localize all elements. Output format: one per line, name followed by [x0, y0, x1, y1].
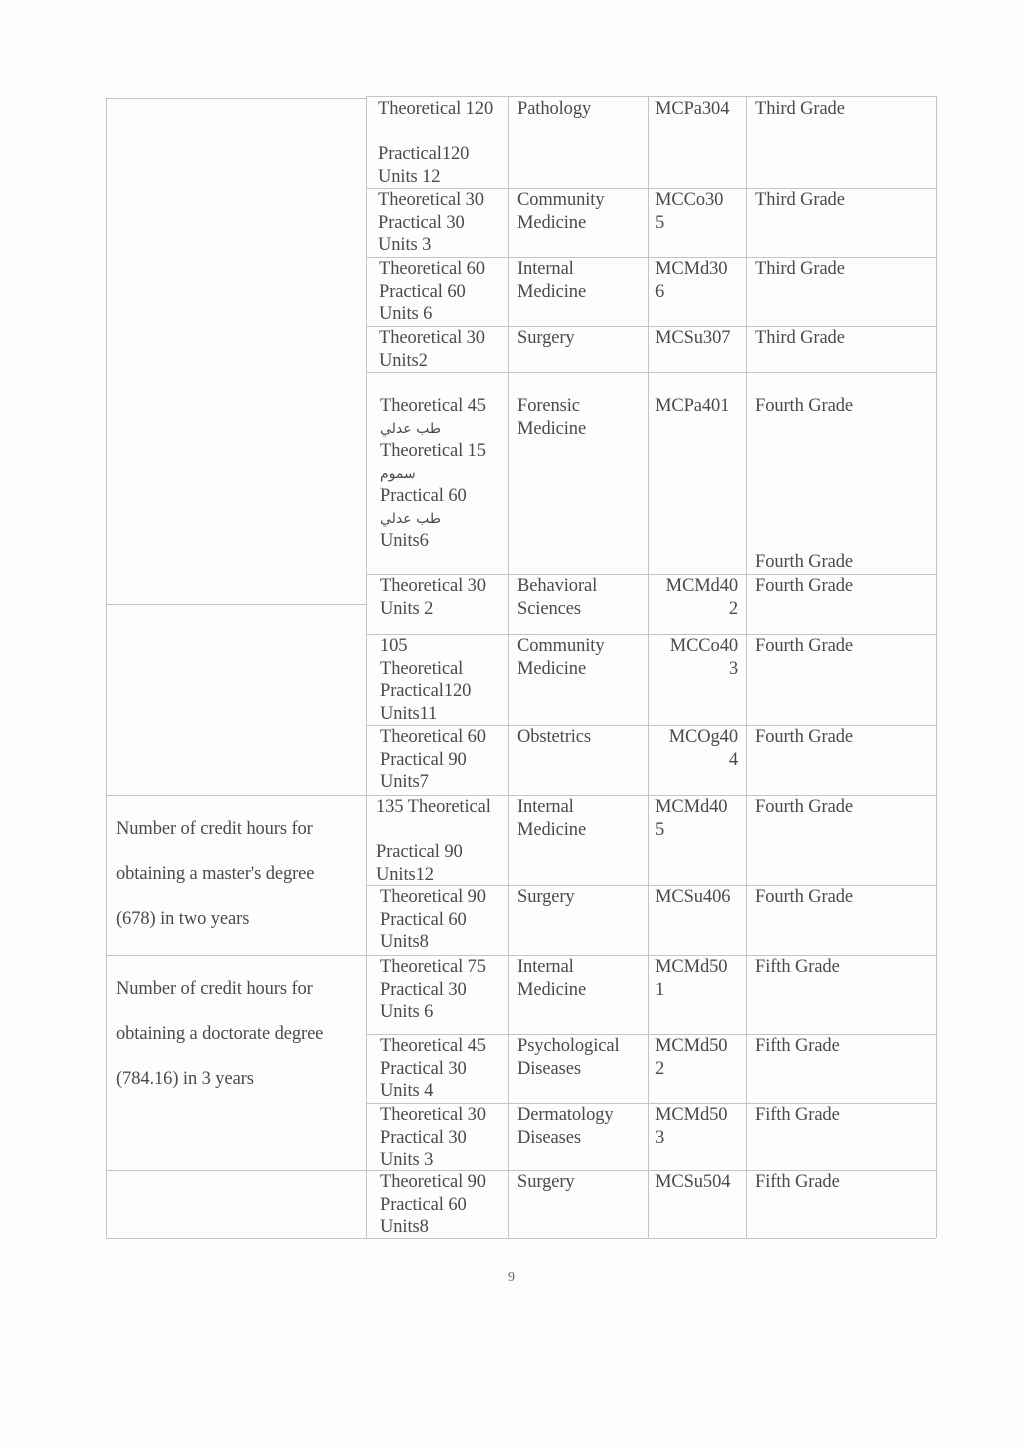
hours-cell: [380, 635, 500, 725]
cell-line: 3: [728, 658, 738, 679]
cell-line: Fifth Grade: [755, 1172, 840, 1192]
cell-line: Diseases: [517, 1058, 581, 1079]
cell-line: [378, 121, 500, 144]
arabic-note: طب عدلي: [380, 510, 441, 527]
cell-line: Internal: [517, 797, 574, 817]
cell-line: [376, 819, 500, 842]
subject-cell: [517, 635, 645, 680]
course-code-cell: [655, 956, 745, 1001]
cell-line: Theoretical 30: [378, 190, 484, 210]
cell-line: Surgery: [517, 887, 575, 907]
cell-line: Fourth Grade: [755, 636, 853, 656]
cell-line: Theoretical 15: [380, 441, 486, 461]
cell-line: Medicine: [517, 281, 587, 302]
note-line: obtaining a doctorate degree: [116, 1023, 324, 1044]
cell-line: MCSu307: [655, 328, 731, 348]
table-border: [366, 96, 367, 1238]
grade-cell: [755, 1035, 931, 1058]
cell-line: Obstetrics: [517, 727, 592, 747]
cell-line: 4: [728, 749, 738, 770]
cell-line: Medicine: [517, 979, 587, 1000]
cell-line: MCMd40: [665, 576, 738, 596]
course-code-cell: [652, 726, 738, 771]
hours-cell: [380, 956, 500, 1024]
subject-cell: [517, 575, 645, 620]
table-border: [106, 98, 366, 99]
cell-line: Fourth Grade: [755, 396, 853, 416]
cell-line: Units7: [380, 772, 429, 792]
cell-line: Units 2: [380, 598, 434, 619]
grade-cell: [755, 98, 931, 121]
cell-line: Units 3: [380, 1150, 434, 1170]
cell-line: Units 3: [378, 235, 432, 255]
course-code-cell: [655, 327, 745, 350]
cell-line: Theoretical 90: [380, 887, 486, 907]
table-border: [106, 1170, 366, 1171]
cell-line: Dermatology: [517, 1105, 614, 1125]
cell-line: Community: [517, 636, 605, 656]
cell-line: 2: [655, 1058, 665, 1079]
subject-cell: [517, 796, 645, 841]
cell-line: Psychological: [517, 1036, 620, 1056]
cell-line: Medicine: [517, 212, 587, 233]
cell-line: Units12: [376, 864, 434, 885]
table-border: [106, 1238, 936, 1239]
table-border: [936, 96, 937, 1238]
cell-line: Units6: [380, 531, 429, 551]
cell-line: Theoretical 45: [380, 1036, 486, 1056]
cell-line: Units 6: [379, 304, 433, 324]
grade-cell: [755, 1104, 931, 1127]
cell-line: MCSu406: [655, 887, 731, 907]
cell-line: Behavioral: [517, 576, 598, 596]
cell-line: Practical120: [378, 144, 470, 164]
grade-cell: [755, 635, 931, 658]
cell-line: MCMd50: [655, 1105, 728, 1125]
grade-cell: [755, 258, 931, 281]
cell-line: 135 Theoretical: [376, 797, 491, 817]
table-border: [508, 96, 509, 1238]
cell-line: Fifth Grade: [755, 1036, 840, 1056]
cell-line: Units8: [380, 1217, 429, 1237]
cell-line: 5: [655, 819, 665, 840]
cell-line: 1: [655, 979, 665, 1000]
cell-line: Theoretical 60: [380, 727, 486, 747]
page-number: 9: [508, 1270, 515, 1285]
cell-line: Fourth Grade: [755, 887, 853, 907]
cell-line: 3: [655, 1127, 665, 1148]
cell-line: Practical 60: [380, 909, 467, 930]
cell-line: Practical 30: [378, 212, 465, 233]
hours-cell: [380, 726, 500, 794]
subject-cell: [517, 98, 645, 121]
hours-cell: [380, 1035, 500, 1103]
grade-cell-extra: Fourth Grade: [755, 552, 853, 572]
cell-line: Theoretical: [380, 658, 464, 679]
subject-cell: [517, 1035, 645, 1080]
subject-cell: [517, 886, 645, 909]
note-line: (784.16) in 3 years: [116, 1068, 254, 1089]
subject-cell: [517, 327, 645, 350]
hours-cell: [376, 796, 500, 886]
cell-line: Theoretical 30: [379, 328, 485, 348]
course-code-cell: [655, 98, 745, 121]
cell-line: Units 12: [378, 166, 441, 187]
course-code-cell: [655, 1035, 745, 1080]
subject-cell: [517, 1104, 645, 1149]
cell-line: Fourth Grade: [755, 727, 853, 747]
cell-line: Practical 90: [380, 749, 467, 770]
arabic-note: طب عدلي: [380, 420, 441, 437]
hours-cell: [378, 98, 500, 188]
course-code-cell: [655, 1171, 745, 1194]
cell-line: Practical 90: [376, 842, 463, 862]
cell-line: Surgery: [517, 328, 575, 348]
cell-line: Practical 60: [380, 1194, 467, 1215]
cell-line: MCMd40: [655, 797, 728, 817]
hours-cell: [380, 1171, 500, 1239]
cell-line: 5: [655, 212, 665, 233]
cell-line: Medicine: [517, 418, 587, 439]
note-line: obtaining a master's degree: [116, 863, 315, 884]
grade-cell: [755, 1171, 931, 1194]
course-code-cell: [655, 796, 745, 841]
hours-cell: [379, 327, 500, 372]
hours-cell: [380, 395, 500, 553]
cell-line: Units 6: [380, 1002, 434, 1022]
cell-line: MCPa304: [655, 99, 730, 119]
master-degree-note: [116, 795, 361, 953]
arabic-note: سموم: [380, 465, 416, 482]
cell-line: Units2: [379, 350, 428, 371]
subject-cell: [517, 956, 645, 1001]
cell-line: MCMd50: [655, 957, 728, 977]
subject-cell: [517, 189, 645, 234]
hours-cell: [378, 189, 500, 257]
cell-line: Theoretical 75: [380, 957, 486, 977]
cell-line: Community: [517, 190, 605, 210]
grade-cell: [755, 726, 931, 749]
table-border: [366, 96, 936, 97]
cell-line: MCMd50: [655, 1036, 728, 1056]
cell-line: Diseases: [517, 1127, 581, 1148]
cell-line: MCOg40: [668, 727, 738, 747]
course-code-cell: [652, 635, 738, 680]
subject-cell: [517, 726, 645, 749]
cell-line: Theoretical 90: [380, 1172, 486, 1192]
note-line: Number of credit hours for: [116, 978, 313, 999]
cell-line: Sciences: [517, 598, 581, 619]
cell-line: Fourth Grade: [755, 576, 853, 596]
cell-line: Theoretical 120: [378, 99, 494, 119]
grade-cell: [755, 956, 931, 979]
course-code-cell: [655, 258, 745, 303]
cell-line: MCSu504: [655, 1172, 731, 1192]
grade-cell: [755, 886, 931, 909]
cell-line: Fifth Grade: [755, 1105, 840, 1125]
course-code-cell: [655, 395, 745, 418]
grade-cell: [755, 796, 931, 819]
table-border: [648, 96, 649, 1238]
cell-line: MCCo40: [669, 636, 738, 656]
hours-cell: [380, 575, 500, 620]
cell-line: Units 4: [380, 1081, 434, 1101]
grade-cell: [755, 189, 931, 212]
cell-line: 2: [728, 598, 738, 619]
note-line: Number of credit hours for: [116, 818, 313, 839]
cell-line: Practical 60: [379, 281, 466, 302]
course-code-cell: [655, 886, 745, 909]
cell-line: Forensic: [517, 396, 580, 416]
course-code-cell: [655, 189, 745, 234]
cell-line: Third Grade: [755, 328, 845, 348]
subject-cell: [517, 258, 645, 303]
hours-cell: [380, 886, 500, 954]
cell-line: Surgery: [517, 1172, 575, 1192]
cell-line: Third Grade: [755, 190, 845, 210]
cell-line: Theoretical 30: [380, 1105, 486, 1125]
cell-line: Medicine: [517, 819, 587, 840]
cell-line: MCPa401: [655, 396, 730, 416]
table-border: [106, 604, 366, 605]
grade-cell: [755, 395, 931, 418]
course-code-cell: [655, 1104, 745, 1149]
cell-line: 105: [380, 636, 408, 656]
cell-line: Practical 30: [380, 1058, 467, 1079]
hours-cell: [379, 258, 500, 326]
cell-line: Third Grade: [755, 99, 845, 119]
cell-line: Units8: [380, 932, 429, 952]
table-border: [366, 372, 936, 373]
cell-line: MCCo30: [655, 190, 724, 210]
cell-line: Theoretical 60: [379, 259, 485, 279]
cell-line: Practical120: [380, 681, 472, 701]
cell-line: Third Grade: [755, 259, 845, 279]
subject-cell: [517, 1171, 645, 1194]
subject-cell: [517, 395, 645, 440]
cell-line: Practical 30: [380, 1127, 467, 1148]
hours-cell: [380, 1104, 500, 1172]
cell-line: Units11: [380, 703, 438, 724]
cell-line: Medicine: [517, 658, 587, 679]
cell-line: MCMd30: [655, 259, 728, 279]
note-line: (678) in two years: [116, 908, 250, 929]
cell-line: Theoretical 45: [380, 396, 486, 416]
cell-line: Practical 60: [380, 486, 467, 506]
cell-line: Fifth Grade: [755, 957, 840, 977]
cell-line: Pathology: [517, 99, 592, 119]
cell-line: Practical 30: [380, 979, 467, 1000]
course-code-cell: [652, 575, 738, 620]
cell-line: 6: [655, 281, 665, 302]
doctorate-degree-note: [116, 955, 361, 1113]
cell-line: Internal: [517, 957, 574, 977]
table-border: [106, 98, 107, 1238]
cell-line: Internal: [517, 259, 574, 279]
table-border: [746, 96, 747, 1238]
grade-cell: [755, 575, 931, 598]
cell-line: Fourth Grade: [755, 797, 853, 817]
cell-line: Theoretical 30: [380, 576, 486, 596]
grade-cell: [755, 327, 931, 350]
